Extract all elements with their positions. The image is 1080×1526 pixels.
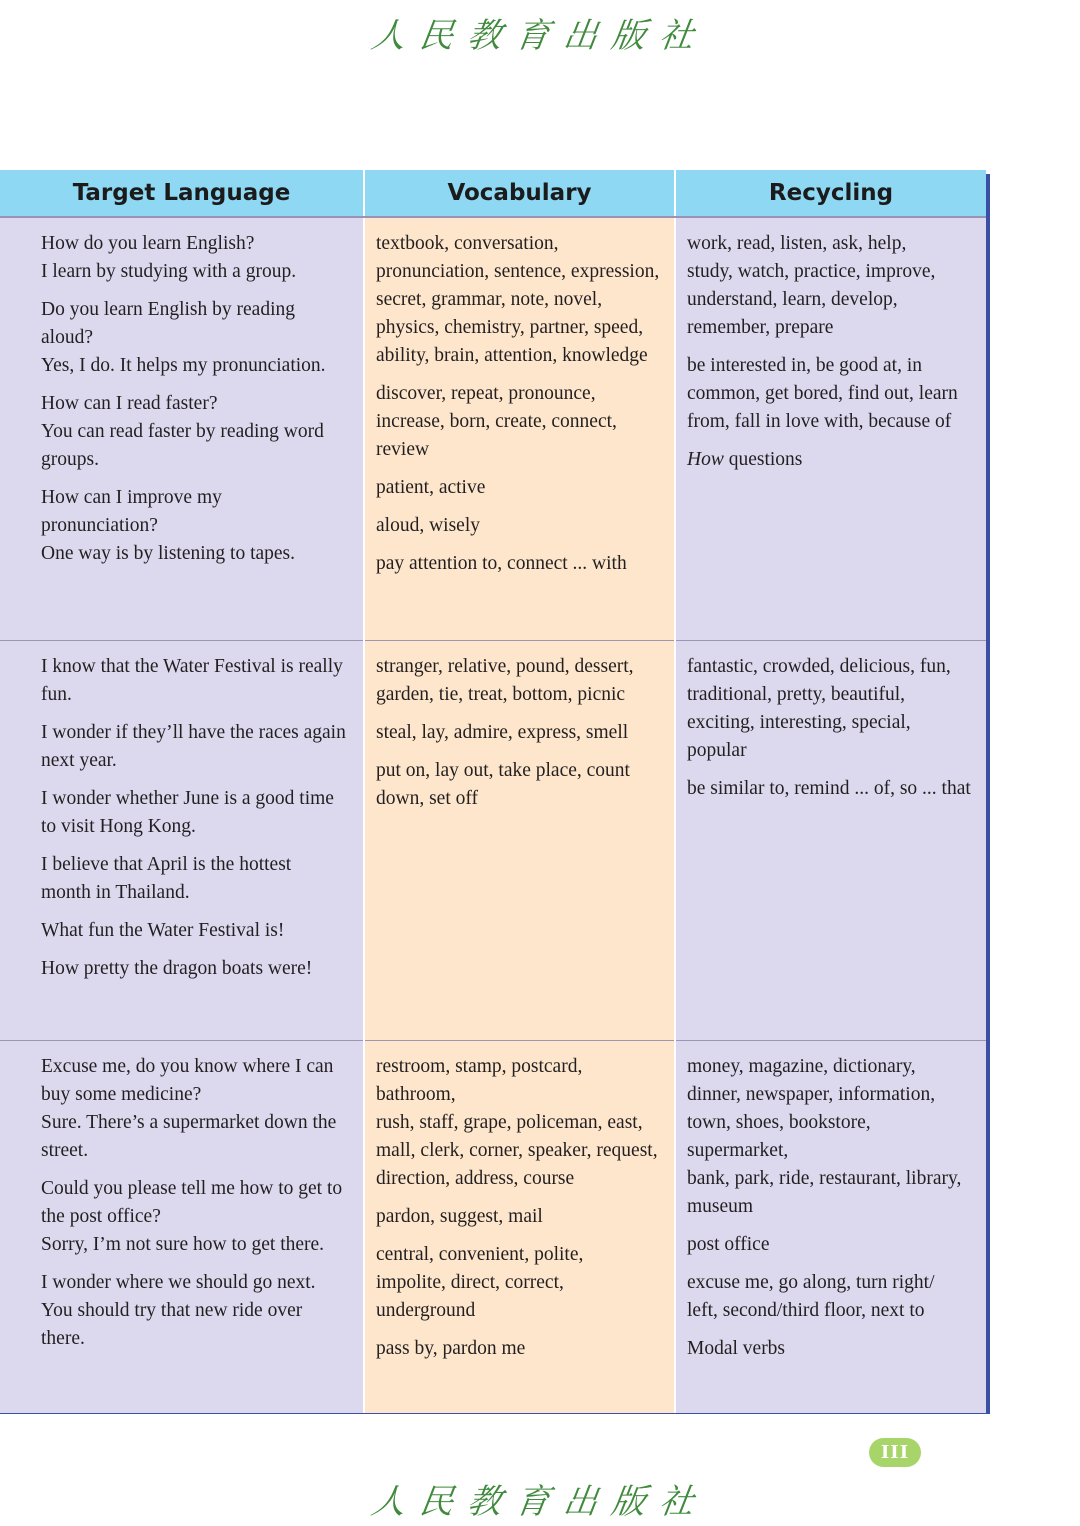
text-line: central, convenient, polite, bbox=[376, 1244, 584, 1265]
header-row bbox=[0, 170, 986, 217]
header-vocabulary: Vocabulary bbox=[364, 170, 675, 217]
text-line: How do you learn English? bbox=[41, 233, 255, 254]
vocabulary-cell bbox=[364, 1041, 675, 1414]
paragraph bbox=[376, 380, 664, 464]
recycling-cell bbox=[675, 217, 986, 641]
paragraph bbox=[687, 1231, 976, 1259]
paragraph bbox=[41, 719, 353, 775]
text-line: increase, born, create, connect, bbox=[376, 411, 617, 432]
text-line: traditional, pretty, beautiful, bbox=[687, 684, 906, 705]
text-line: month in Thailand. bbox=[41, 882, 190, 903]
text-line: I know that the Water Festival is really bbox=[41, 656, 343, 677]
text-line: work, read, listen, ask, help, bbox=[687, 233, 907, 254]
text-line: I wonder if they’ll have the races again bbox=[41, 722, 346, 743]
vocabulary-cell bbox=[364, 641, 675, 1041]
text-line: How can I improve my bbox=[41, 487, 222, 508]
text-line: fantastic, crowded, delicious, fun, bbox=[687, 656, 951, 677]
publisher-watermark-bottom: 人民教育出版社 bbox=[368, 1482, 711, 1522]
text-line: popular bbox=[687, 740, 747, 761]
target-language-cell bbox=[0, 641, 364, 1041]
publisher-watermark-top: 人民教育出版社 bbox=[368, 16, 711, 56]
text-line: to visit Hong Kong. bbox=[41, 816, 196, 837]
recycling-cell bbox=[675, 1041, 986, 1414]
paragraph bbox=[376, 757, 664, 813]
recycling-cell bbox=[675, 641, 986, 1041]
paragraph bbox=[687, 352, 976, 436]
text-line: stranger, relative, pound, dessert, bbox=[376, 656, 634, 677]
paragraph bbox=[376, 1335, 664, 1363]
text-line: pronunciation? bbox=[41, 515, 158, 536]
text-line: exciting, interesting, special, bbox=[687, 712, 911, 733]
text-line: common, get bored, find out, learn bbox=[687, 383, 958, 404]
paragraph bbox=[376, 1241, 664, 1325]
paragraph bbox=[41, 484, 353, 568]
paragraph bbox=[687, 1053, 976, 1221]
text-line: town, shoes, bookstore, supermarket, bbox=[687, 1112, 871, 1161]
text-line: physics, chemistry, partner, speed, bbox=[376, 317, 644, 338]
text-line: How can I read faster? bbox=[41, 393, 218, 414]
text-line: You should try that new ride over bbox=[41, 1300, 303, 1321]
vocabulary-cell bbox=[364, 217, 675, 641]
text-line: pay attention to, connect ... with bbox=[376, 553, 627, 574]
text-line: I wonder where we should go next. bbox=[41, 1272, 316, 1293]
text-line: be interested in, be good at, in bbox=[687, 355, 923, 376]
text-line: money, magazine, dictionary, bbox=[687, 1056, 916, 1077]
text-line: down, set off bbox=[376, 788, 479, 809]
text-line: underground bbox=[376, 1300, 476, 1321]
paragraph bbox=[687, 1335, 976, 1363]
text-line: excuse me, go along, turn right/ bbox=[687, 1272, 935, 1293]
text-line: next year. bbox=[41, 750, 117, 771]
text-line: the post office? bbox=[41, 1206, 161, 1227]
paragraph bbox=[41, 851, 353, 907]
table-row bbox=[0, 641, 986, 1041]
page-number-badge: III bbox=[869, 1438, 921, 1467]
text-line: direction, address, course bbox=[376, 1168, 575, 1189]
text-line: there. bbox=[41, 1328, 85, 1349]
target-language-cell bbox=[0, 217, 364, 641]
header-recycling: Recycling bbox=[675, 170, 986, 217]
text-line: be similar to, remind ... of, so ... that bbox=[687, 778, 971, 799]
text-line: restroom, stamp, postcard, bathroom, bbox=[376, 1056, 583, 1105]
text-line: What fun the Water Festival is! bbox=[41, 920, 285, 941]
paragraph bbox=[376, 719, 664, 747]
text-line: questions bbox=[723, 449, 803, 470]
text-line: understand, learn, develop, bbox=[687, 289, 898, 310]
text-line: post office bbox=[687, 1234, 770, 1255]
text-line: Excuse me, do you know where I can bbox=[41, 1056, 334, 1077]
text-line: dinner, newspaper, information, bbox=[687, 1084, 936, 1105]
paragraph bbox=[687, 230, 976, 342]
text-line: pronunciation, sentence, expression, bbox=[376, 261, 660, 282]
paragraph bbox=[41, 230, 353, 286]
text-line: ability, brain, attention, knowledge bbox=[376, 345, 648, 366]
text-line: remember, prepare bbox=[687, 317, 834, 338]
paragraph bbox=[41, 917, 353, 945]
text-line: put on, lay out, take place, count bbox=[376, 760, 630, 781]
text-line: Modal verbs bbox=[687, 1338, 786, 1359]
text-line: mall, clerk, corner, speaker, request, bbox=[376, 1140, 658, 1161]
paragraph bbox=[687, 653, 976, 765]
paragraph bbox=[41, 390, 353, 474]
syllabus-table bbox=[0, 170, 986, 1413]
paragraph bbox=[41, 1053, 353, 1165]
text-line: Yes, I do. It helps my pronunciation. bbox=[41, 355, 326, 376]
paragraph bbox=[376, 550, 664, 578]
paragraph bbox=[41, 296, 353, 380]
text-line: aloud? bbox=[41, 327, 93, 348]
paragraph bbox=[687, 446, 976, 474]
text-line: Could you please tell me how to get to bbox=[41, 1178, 343, 1199]
text-line: pardon, suggest, mail bbox=[376, 1206, 543, 1227]
text-line: steal, lay, admire, express, smell bbox=[376, 722, 629, 743]
text-line: street. bbox=[41, 1140, 89, 1161]
header-target-language: Target Language bbox=[0, 170, 364, 217]
text-line: textbook, conversation, bbox=[376, 233, 559, 254]
text-line: left, second/third floor, next to bbox=[687, 1300, 925, 1321]
paragraph bbox=[687, 775, 976, 803]
text-line: groups. bbox=[41, 449, 99, 470]
paragraph bbox=[41, 955, 353, 983]
text-line: Sorry, I’m not sure how to get there. bbox=[41, 1234, 325, 1255]
paragraph bbox=[41, 1269, 353, 1353]
text-line: One way is by listening to tapes. bbox=[41, 543, 296, 564]
text-line: buy some medicine? bbox=[41, 1084, 202, 1105]
table-row bbox=[0, 217, 986, 641]
paragraph bbox=[376, 1053, 664, 1193]
text-line: aloud, wisely bbox=[376, 515, 480, 536]
text-line: rush, staff, grape, policeman, east, bbox=[376, 1112, 643, 1133]
text-line: study, watch, practice, improve, bbox=[687, 261, 936, 282]
text-line: I learn by studying with a group. bbox=[41, 261, 297, 282]
text-line: discover, repeat, pronounce, bbox=[376, 383, 596, 404]
paragraph bbox=[376, 230, 664, 370]
paragraph bbox=[41, 785, 353, 841]
text-line: You can read faster by reading word bbox=[41, 421, 324, 442]
text-line: museum bbox=[687, 1196, 754, 1217]
text-line: pass by, pardon me bbox=[376, 1338, 526, 1359]
text-line: secret, grammar, note, novel, bbox=[376, 289, 603, 310]
text-line: I believe that April is the hottest bbox=[41, 854, 292, 875]
text-line: Do you learn English by reading bbox=[41, 299, 295, 320]
syllabus-table-wrapper bbox=[0, 170, 990, 1413]
italic-term: How bbox=[687, 449, 724, 470]
paragraph bbox=[41, 653, 353, 709]
text-line: bank, park, ride, restaurant, library, bbox=[687, 1168, 962, 1189]
text-line: review bbox=[376, 439, 430, 460]
target-language-cell bbox=[0, 1041, 364, 1414]
text-line: fun. bbox=[41, 684, 72, 705]
text-line: I wonder whether June is a good time bbox=[41, 788, 334, 809]
text-line: How pretty the dragon boats were! bbox=[41, 958, 313, 979]
paragraph bbox=[376, 653, 664, 709]
paragraph bbox=[687, 1269, 976, 1325]
paragraph bbox=[376, 1203, 664, 1231]
text-line: garden, tie, treat, bottom, picnic bbox=[376, 684, 626, 705]
text-line: Sure. There’s a supermarket down the bbox=[41, 1112, 337, 1133]
paragraph bbox=[376, 474, 664, 502]
paragraph bbox=[376, 512, 664, 540]
text-line: patient, active bbox=[376, 477, 486, 498]
text-line: from, fall in love with, because of bbox=[687, 411, 952, 432]
text-line: impolite, direct, correct, bbox=[376, 1272, 564, 1293]
table-row bbox=[0, 1041, 986, 1414]
paragraph bbox=[41, 1175, 353, 1259]
